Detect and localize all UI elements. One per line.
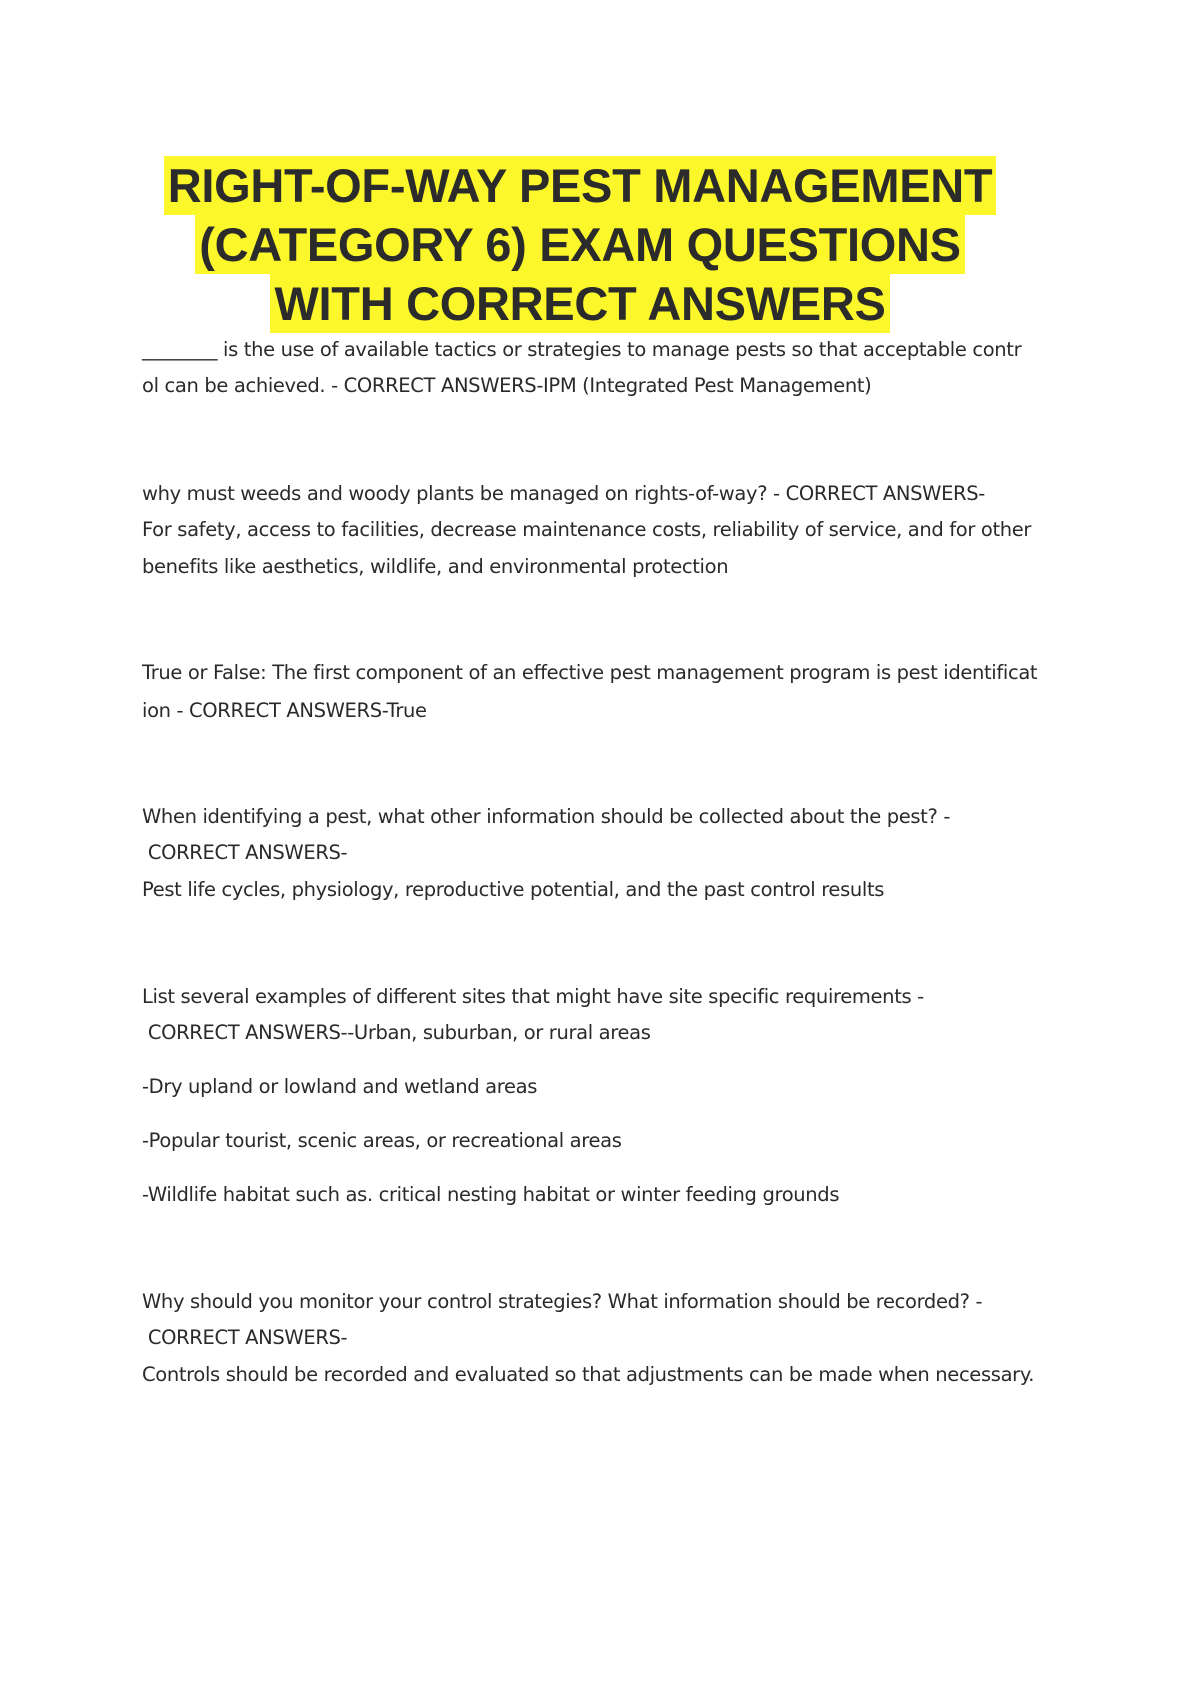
title-line-2: (CATEGORY 6) EXAM QUESTIONS xyxy=(195,215,964,274)
question-4-line-1: When identifying a pest, what other information should be collected about the pest? - xyxy=(142,805,951,828)
question-3-line-2: ion - CORRECT ANSWERS-True xyxy=(142,699,427,722)
question-5-line-5: -Wildlife habitat such as. critical nesting habitat or winter feeding grounds xyxy=(142,1183,840,1206)
question-5-line-4: -Popular tourist, scenic areas, or recreational areas xyxy=(142,1129,622,1152)
question-3-line-1: True or False: The first component of an effective pest management program is pest identificat xyxy=(142,661,1038,684)
question-6-line-1: Why should you monitor your control strategies? What information should be recorded? - xyxy=(142,1290,983,1313)
question-5-line-2: CORRECT ANSWERS--Urban, suburban, or rural areas xyxy=(142,1021,651,1044)
question-2-line-1: why must weeds and woody plants be managed on rights-of-way? - CORRECT ANSWERS- xyxy=(142,482,985,505)
question-5-line-1: List several examples of different sites that might have site specific requirements - xyxy=(142,985,924,1008)
document-title xyxy=(140,156,1020,333)
question-6-line-3: Controls should be recorded and evaluated so that adjustments can be made when necessary. xyxy=(142,1363,1035,1386)
title-line-1: RIGHT-OF-WAY PEST MANAGEMENT xyxy=(164,156,997,215)
title-line-3: WITH CORRECT ANSWERS xyxy=(270,274,889,333)
question-2-line-3: benefits like aesthetics, wildlife, and environmental protection xyxy=(142,555,729,578)
question-1-line-1: ________ is the use of available tactics or strategies to manage pests so that acceptable contr xyxy=(142,338,1022,361)
question-6-line-2: CORRECT ANSWERS- xyxy=(142,1326,348,1349)
question-2-line-2: For safety, access to facilities, decrease maintenance costs, reliability of service, and for other xyxy=(142,518,1032,541)
question-5-line-3: -Dry upland or lowland and wetland areas xyxy=(142,1075,538,1098)
question-1-line-2: ol can be achieved. - CORRECT ANSWERS-IPM (Integrated Pest Management) xyxy=(142,374,872,397)
question-4-line-2: CORRECT ANSWERS- xyxy=(142,841,348,864)
question-4-line-3: Pest life cycles, physiology, reproductive potential, and the past control results xyxy=(142,878,885,901)
